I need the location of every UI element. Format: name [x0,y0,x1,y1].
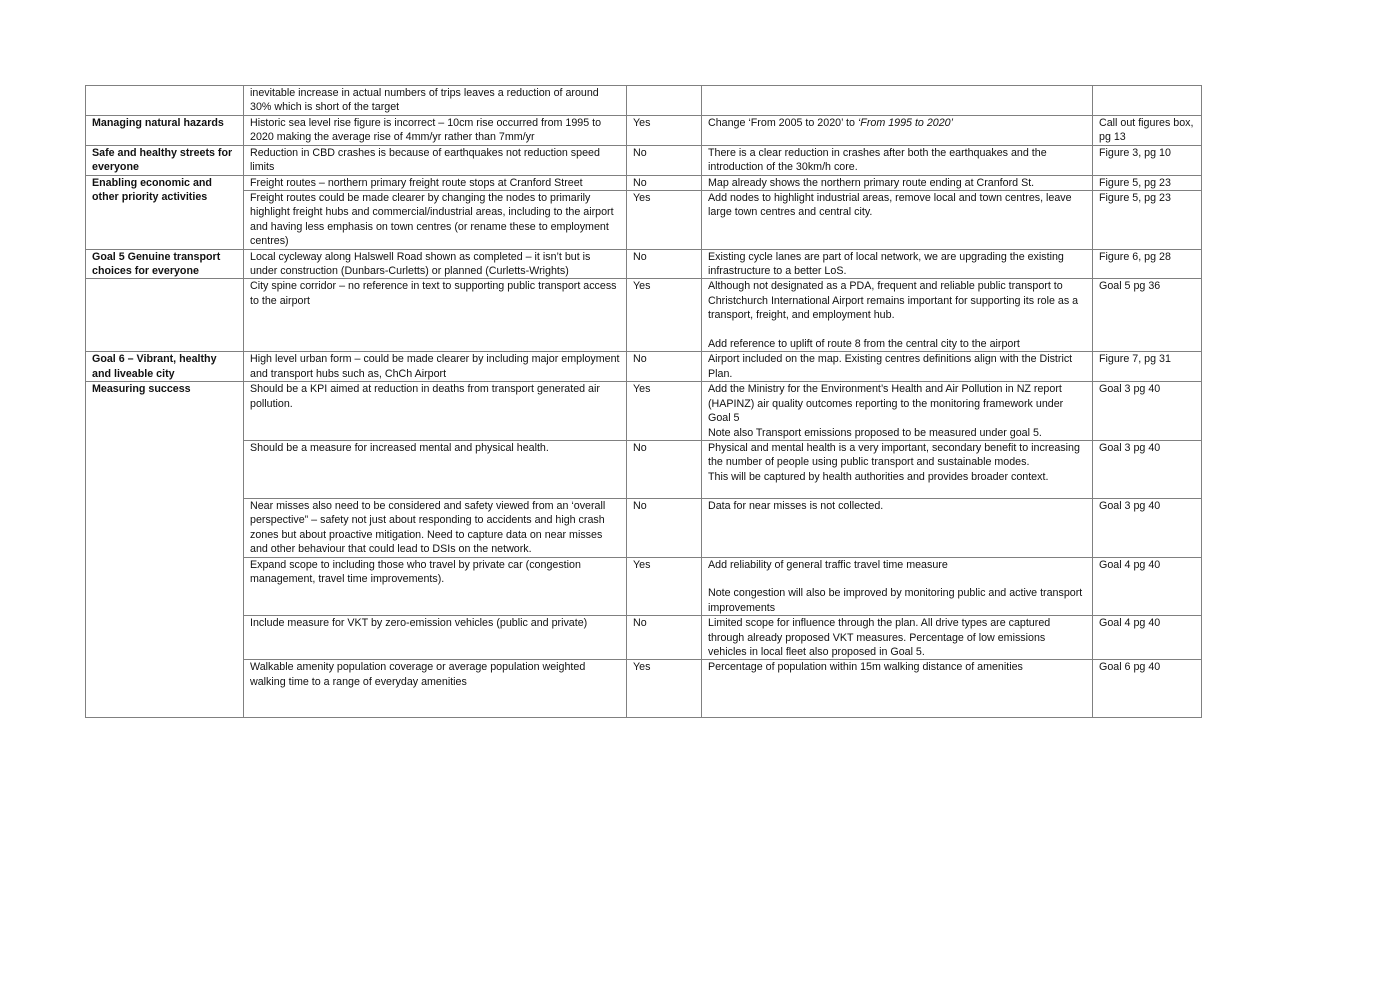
change-cell: Yes [627,191,702,250]
change-cell: No [627,440,702,498]
reference-cell: Figure 5, pg 23 [1093,191,1202,250]
topic-cell: Goal 6 – Vibrant, healthy and liveable city [86,352,244,382]
response-paragraph: This will be captured by health authorities and provides broader context. [708,470,1049,483]
submissions-response-table [85,85,1202,718]
response-text: Change ‘From 2005 to 2020’ to [708,117,858,129]
reference-cell: Goal 6 pg 40 [1093,660,1202,718]
table-row [86,175,1202,190]
response-cell: There is a clear reduction in crashes after both the earthquakes and the introduction of the 30km/h core. [702,145,1093,175]
table-row [86,145,1202,175]
response-cell: Airport included on the map. Existing centres definitions align with the District Plan. [702,352,1093,382]
reference-cell: Goal 3 pg 40 [1093,498,1202,557]
topic-cell: Measuring success [86,382,244,718]
submission-cell: inevitable increase in actual numbers of trips leaves a reduction of around 30% which is short of the target [244,86,627,116]
change-cell: Yes [627,557,702,616]
response-paragraph: Add reliability of general traffic travel time measure [708,558,948,571]
reference-cell: Figure 5, pg 23 [1093,175,1202,190]
change-cell: No [627,249,702,279]
response-cell [702,86,1093,116]
response-cell [702,279,1093,352]
change-cell: No [627,352,702,382]
change-cell: Yes [627,279,702,352]
reference-cell: Goal 3 pg 40 [1093,440,1202,498]
submission-cell: High level urban form – could be made clearer by including major employment and transport hubs such as, ChCh Airport [244,352,627,382]
response-emphasis: ‘From 1995 to 2020’ [857,117,953,129]
topic-cell: Goal 5 Genuine transport choices for everyone [86,249,244,279]
response-cell [702,440,1093,498]
table-row [86,557,1202,616]
table-row [86,498,1202,557]
change-cell: Yes [627,660,702,718]
table-row [86,86,1202,116]
reference-cell: Call out figures box, pg 13 [1093,116,1202,146]
response-cell [702,557,1093,616]
topic-cell [86,86,244,116]
change-cell: Yes [627,116,702,146]
submission-cell: Near misses also need to be considered and safety viewed from an ‘overall perspective” – safety not just about responding to accidents and high crash zones but about proactive mitigation. Need to capture data on near misses and other behaviour that could lead to DSIs on the network. [244,498,627,557]
change-cell: No [627,616,702,660]
table-row [86,279,1202,352]
submission-cell: Include measure for VKT by zero-emission vehicles (public and private) [244,616,627,660]
response-cell: Map already shows the northern primary route ending at Cranford St. [702,175,1093,190]
submission-cell: Reduction in CBD crashes is because of earthquakes not reduction speed limits [244,145,627,175]
submission-cell: Should be a KPI aimed at reduction in deaths from transport generated air pollution. [244,382,627,441]
response-paragraph: Note also Transport emissions proposed to be measured under goal 5. [708,426,1042,439]
response-cell: Add nodes to highlight industrial areas, remove local and town centres, leave large town centres and central city. [702,191,1093,250]
submission-cell: Historic sea level rise figure is incorrect – 10cm rise occurred from 1995 to 2020 making the average rise of 4mm/yr rather than 7mm/yr [244,116,627,146]
submission-cell: Freight routes could be made clearer by changing the nodes to primarily highlight freight hubs and commercial/industrial areas, including to the airport and having less emphasis on town centres (or rename these to employment centres) [244,191,627,250]
change-cell: No [627,145,702,175]
response-cell: Percentage of population within 15m walking distance of amenities [702,660,1093,718]
response-paragraph: Note congestion will also be improved by monitoring public and active transport improvements [708,587,1083,614]
reference-cell: Figure 7, pg 31 [1093,352,1202,382]
submission-cell: City spine corridor – no reference in text to supporting public transport access to the airport [244,279,627,352]
reference-cell: Figure 6, pg 28 [1093,249,1202,279]
topic-cell: Safe and healthy streets for everyone [86,145,244,175]
reference-cell: Goal 5 pg 36 [1093,279,1202,352]
response-cell: Data for near misses is not collected. [702,498,1093,557]
response-paragraph: Physical and mental health is a very important, secondary benefit to increasing the number of people using public transport and sustainable modes. [708,441,1080,469]
reference-cell: Goal 3 pg 40 [1093,382,1202,441]
change-cell: No [627,175,702,190]
table-row [86,249,1202,279]
response-paragraph: Although not designated as a PDA, frequent and reliable public transport to Christchurch International Airport remains important for supporting its role as a transport, freight, and employment hub. [708,280,1079,322]
response-paragraph: Add the Ministry for the Environment’s Health and Air Pollution in NZ report (HAPINZ) air quality outcomes reporting to the monitoring framework under Goal 5 [708,383,1064,425]
submission-cell: Local cycleway along Halswell Road shown as completed – it isn’t but is under construction (Dunbars-Curletts) or planned (Curletts-Wrights) [244,249,627,279]
table-row [86,116,1202,146]
reference-cell: Goal 4 pg 40 [1093,557,1202,616]
reference-cell: Figure 3, pg 10 [1093,145,1202,175]
topic-cell: Managing natural hazards [86,116,244,146]
response-cell: Limited scope for influence through the plan. All drive types are captured through already proposed VKT measures. Percentage of low emissions vehicles in local fleet also proposed in Goal 5. [702,616,1093,660]
response-cell [702,116,1093,146]
change-cell: No [627,498,702,557]
response-cell [702,382,1093,441]
submission-cell: Should be a measure for increased mental and physical health. [244,440,627,498]
table-row [86,440,1202,498]
table-row [86,191,1202,250]
table-row [86,616,1202,660]
reference-cell: Goal 4 pg 40 [1093,616,1202,660]
response-paragraph: Add reference to uplift of route 8 from the central city to the airport [708,338,1020,351]
reference-cell [1093,86,1202,116]
topic-cell [86,279,244,352]
change-cell [627,86,702,116]
submission-cell: Freight routes – northern primary freight route stops at Cranford Street [244,175,627,190]
table-row [86,660,1202,718]
response-cell: Existing cycle lanes are part of local network, we are upgrading the existing infrastructure to a better LoS. [702,249,1093,279]
submission-cell: Expand scope to including those who travel by private car (congestion management, travel time improvements). [244,557,627,616]
change-cell: Yes [627,382,702,441]
submission-cell: Walkable amenity population coverage or average population weighted walking time to a range of everyday amenities [244,660,627,718]
table-row [86,352,1202,382]
table-row [86,382,1202,441]
topic-cell: Enabling economic and other priority activities [86,175,244,249]
